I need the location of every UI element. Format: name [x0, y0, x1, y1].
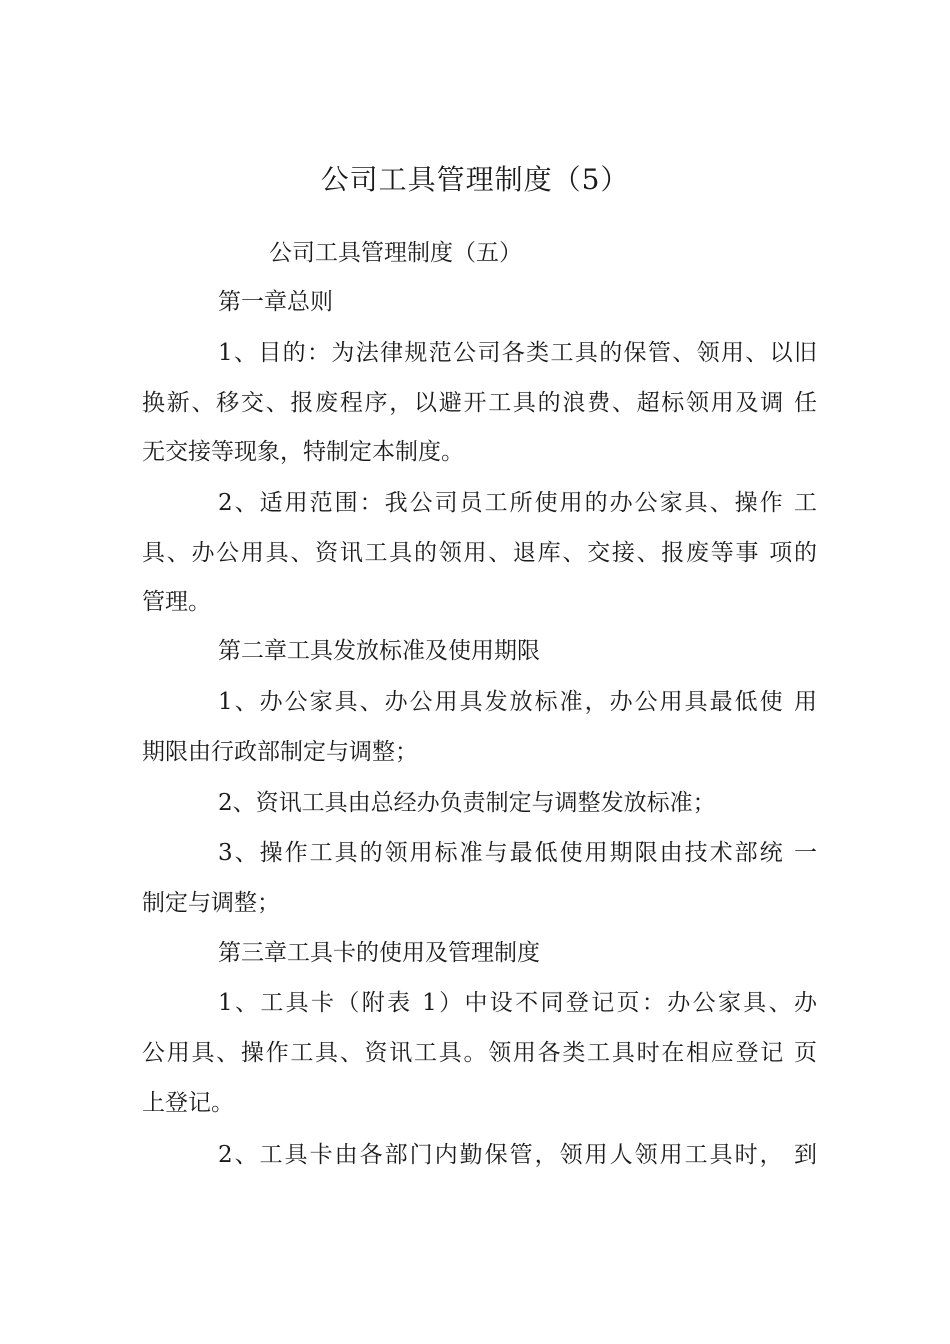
- document-title: 公司工具管理制度（5）: [320, 163, 630, 196]
- paragraph-line: 公用具、操作工具、资讯工具。领用各类工具时在相应登记 页: [142, 1040, 817, 1066]
- paragraph-line: 具、办公用具、资讯工具的领用、退库、交接、报废等事 项的: [142, 540, 817, 566]
- document-subtitle: 公司工具管理制度（五）: [269, 240, 522, 266]
- paragraph-line: 3、操作工具的领用标准与最低使用期限由技术部统 一: [218, 840, 817, 866]
- paragraph-line: 期限由行政部制定与调整；: [142, 739, 418, 765]
- paragraph-line: 2、适用范围：我公司员工所使用的办公家具、操作 工: [218, 490, 817, 516]
- paragraph-line: 上登记。: [142, 1090, 234, 1116]
- paragraph-line: 换新、移交、报废程序，以避开工具的浪费、超标领用及调 任: [142, 390, 817, 416]
- paragraph-line: 无交接等现象，特制定本制度。: [142, 439, 464, 465]
- paragraph-line: 1、办公家具、办公用具发放标准，办公用具最低使 用: [218, 689, 817, 715]
- paragraph-line: 2、资讯工具由总经办负责制定与调整发放标准；: [218, 790, 716, 816]
- chapter-heading: 第一章总则: [218, 289, 333, 315]
- paragraph-line: 管理。: [142, 589, 211, 615]
- paragraph-line: 制定与调整；: [142, 890, 280, 916]
- paragraph-line: 1、目的：为法律规范公司各类工具的保管、领用、以旧: [218, 340, 817, 366]
- paragraph-line: 1、工具卡（附表 1）中设不同登记页：办公家具、办: [218, 990, 817, 1016]
- chapter-heading: 第二章工具发放标准及使用期限: [218, 638, 540, 664]
- chapter-heading: 第三章工具卡的使用及管理制度: [218, 940, 540, 966]
- paragraph-line: 2、工具卡由各部门内勤保管，领用人领用工具时， 到: [218, 1142, 817, 1168]
